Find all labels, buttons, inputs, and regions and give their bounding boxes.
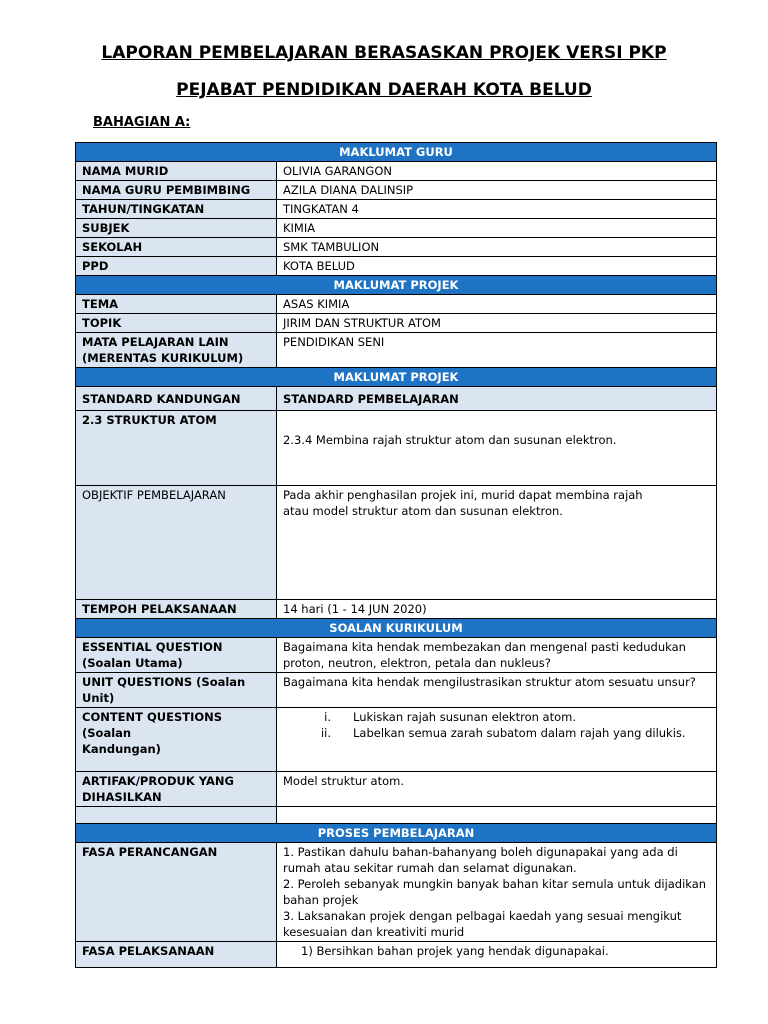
list-item	[283, 709, 710, 725]
fasa1-line: rumah atau sekitar rumah dan selamat digunakan.	[283, 861, 577, 875]
obj-line1: Pada akhir penghasilan projek ini, murid dapat membina rajah	[283, 488, 643, 502]
list-item	[283, 725, 710, 741]
fasa1-line: 1. Pastikan dahulu bahan-bahanyang boleh digunapakai yang ada di	[283, 845, 678, 859]
artifak-value: Model struktur atom.	[277, 772, 717, 807]
soalan-heading: SOALAN KURIKULUM	[76, 619, 717, 638]
artifak-label-line1: ARTIFAK/PRODUK YANG	[82, 774, 234, 788]
mata-label-line2: (MERENTAS KURIKULUM)	[82, 351, 244, 365]
row-label: NAMA MURID	[76, 162, 277, 181]
cq-value	[277, 708, 717, 772]
list-text: Lukiskan rajah susunan elektron atom.	[353, 710, 577, 724]
obj-value	[277, 486, 717, 600]
sk-value: 2.3 STRUKTUR ATOM	[76, 411, 277, 486]
empty-cell	[76, 807, 277, 824]
section-label: BAHAGIAN A:	[93, 115, 191, 130]
district-title: PEJABAT PENDIDIKAN DAERAH KOTA BELUD	[176, 80, 592, 100]
row-value: KIMIA	[277, 219, 717, 238]
eq-line1: Bagaimana kita hendak membezakan dan mengenal pasti kedudukan	[283, 640, 686, 654]
cq-label-line1: CONTENT QUESTIONS (Soalan	[82, 710, 223, 740]
topik-value: JIRIM DAN STRUKTUR ATOM	[277, 314, 717, 333]
sp-value: 2.3.4 Membina rajah struktur atom dan susunan elektron.	[277, 411, 717, 486]
mata-value: PENDIDIKAN SENI	[277, 333, 717, 368]
row-label: TAHUN/TINGKATAN	[76, 200, 277, 219]
uq-value: Bagaimana kita hendak mengilustrasikan struktur atom sesuatu unsur?	[277, 673, 717, 708]
eq-label-line1: ESSENTIAL QUESTION	[82, 640, 223, 654]
cq-list	[283, 709, 710, 741]
proses-heading: PROSES PEMBELAJARAN	[76, 824, 717, 843]
cq-label	[76, 708, 277, 772]
empty-cell	[277, 807, 717, 824]
row-label: SEKOLAH	[76, 238, 277, 257]
fasa1-line: 2. Peroleh sebanyak mungkin banyak bahan kitar semula untuk dijadikan	[283, 877, 707, 891]
list-num: ii.	[320, 726, 331, 740]
fasa1-value	[277, 843, 717, 942]
tema-value: ASAS KIMIA	[277, 295, 717, 314]
topik-label: TOPIK	[76, 314, 277, 333]
projek2-heading: MAKLUMAT PROJEK	[76, 368, 717, 387]
fasa1-line: bahan projek	[283, 893, 359, 907]
list-num: i.	[324, 710, 331, 724]
fasa1-line: 3. Laksanakan projek dengan pelbagai kaedah yang sesuai mengikut	[283, 909, 682, 923]
fasa1-label: FASA PERANCANGAN	[76, 843, 277, 942]
mata-label	[76, 333, 277, 368]
list-text: Labelkan semua zarah subatom dalam rajah yang dilukis.	[353, 726, 686, 740]
sk-label: STANDARD KANDUNGAN	[76, 387, 277, 411]
row-value: SMK TAMBULION	[277, 238, 717, 257]
row-value: OLIVIA GARANGON	[277, 162, 717, 181]
guru-heading: MAKLUMAT GURU	[76, 143, 717, 162]
tempoh-label: TEMPOH PELAKSANAAN	[76, 600, 277, 619]
row-value: AZILA DIANA DALINSIP	[277, 181, 717, 200]
obj-label: OBJEKTIF PEMBELAJARAN	[76, 486, 277, 600]
mata-label-line1: MATA PELAJARAN LAIN	[82, 335, 229, 349]
artifak-label-line2: DIHASILKAN	[82, 790, 162, 804]
row-label: PPD	[76, 257, 277, 276]
uq-label: UNIT QUESTIONS (Soalan Unit)	[76, 673, 277, 708]
row-value: TINGKATAN 4	[277, 200, 717, 219]
eq-value	[277, 638, 717, 673]
row-label: NAMA GURU PEMBIMBING	[76, 181, 277, 200]
obj-line2: atau model struktur atom dan susunan elektron.	[283, 504, 563, 518]
tema-label: TEMA	[76, 295, 277, 314]
row-label: SUBJEK	[76, 219, 277, 238]
fasa1-line: kesesuaian dan kreativiti murid	[283, 925, 465, 939]
fasa2-label: FASA PELAKSANAAN	[76, 942, 277, 968]
eq-line2: proton, neutron, elektron, petala dan nukleus?	[283, 656, 551, 670]
eq-label-line2: (Soalan Utama)	[82, 656, 183, 670]
artifak-label	[76, 772, 277, 807]
row-value: KOTA BELUD	[277, 257, 717, 276]
report-table	[75, 142, 717, 968]
sp-label: STANDARD PEMBELAJARAN	[277, 387, 717, 411]
projek-heading: MAKLUMAT PROJEK	[76, 276, 717, 295]
eq-label	[76, 638, 277, 673]
cq-label-line2: Kandungan)	[82, 742, 161, 756]
report-title: LAPORAN PEMBELAJARAN BERASASKAN PROJEK VERSI PKP	[101, 43, 667, 63]
tempoh-value: 14 hari (1 - 14 JUN 2020)	[277, 600, 717, 619]
fasa2-value: 1) Bersihkan bahan projek yang hendak digunapakai.	[277, 942, 717, 968]
